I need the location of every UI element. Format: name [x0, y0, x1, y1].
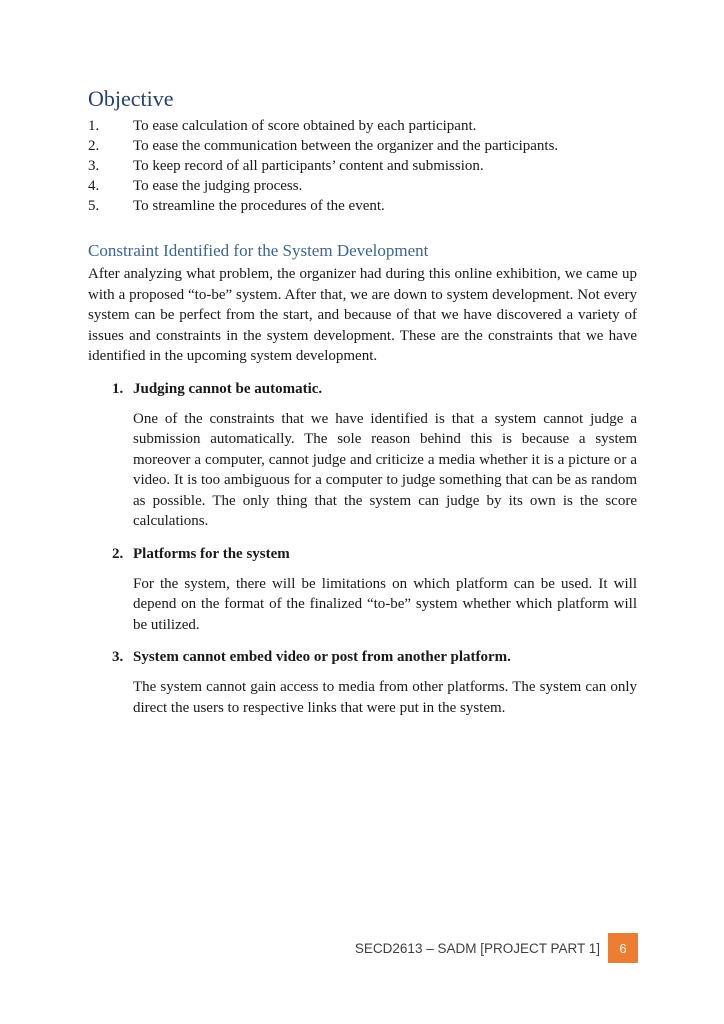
constraint-number: 3.	[112, 649, 124, 665]
page-number-badge: 6	[608, 933, 638, 963]
list-item	[88, 176, 637, 196]
constraint-title-text: System cannot embed video or post from another platform.	[133, 649, 511, 665]
constraint-number: 1.	[112, 380, 124, 397]
list-item-text: To keep record of all participants’ content and submission.	[133, 158, 484, 174]
list-item-number: 2.	[88, 138, 100, 154]
list-item-text: To ease the judging process.	[133, 178, 303, 194]
constraint-body: The system cannot gain access to media from other platforms. The system can only direct the users to respective links that were put in the system.	[133, 679, 637, 716]
list-item-number: 1.	[88, 118, 100, 134]
constraint-title	[88, 381, 637, 397]
constraint-number: 2.	[112, 545, 124, 562]
list-item	[88, 136, 637, 156]
constraint-item	[88, 381, 637, 532]
list-item-text: To ease calculation of score obtained by each participant.	[133, 118, 477, 134]
footer-text: SECD2613 – SADM [PROJECT PART 1]	[354, 940, 600, 956]
list-item-text: To streamline the procedures of the event.	[133, 198, 385, 214]
list-item-number: 3.	[88, 158, 100, 174]
list-item-number: 4.	[88, 178, 100, 194]
list-item	[88, 116, 637, 136]
constraint-title-text: Platforms for the system	[133, 545, 290, 562]
page-footer	[355, 933, 638, 963]
list-item	[88, 156, 637, 176]
list-item-number: 5.	[88, 198, 100, 214]
list-item-text: To ease the communication between the organizer and the participants.	[133, 138, 559, 154]
section-heading: Constraint Identified for the System Development	[88, 241, 429, 260]
constraint-title-text: Judging cannot be automatic.	[133, 380, 323, 397]
constraint-title	[88, 649, 637, 665]
constraint-body: One of the constraints that we have identified is that a system cannot judge a submission automatically. The sole reason behind this is because a system moreover a computer, cannot judge and criticize a media whether it is a picture or a video. It is too ambiguous for a computer to judge something that can be as random as possible. The only thing that the system can judge by its own is the score calculations.	[133, 410, 637, 529]
list-item	[88, 196, 637, 216]
page-content	[88, 86, 637, 732]
section-intro-paragraph: After analyzing what problem, the organizer had during this online exhibition, we came up with a proposed “to-be” system. After that, we are down to system development. Not every system can be perfect from the start, and because of that we have discovered a variety of issues and constraints in the system development. These are the constraints that we have identified in the upcoming system development.	[88, 266, 637, 364]
constraint-body: For the system, there will be limitations on which platform can be used. It will depend on the format of the finalized “to-be” system whether which platform will be utilized.	[133, 575, 637, 633]
page-title: Objective	[88, 86, 174, 111]
objective-list	[88, 116, 637, 216]
constraint-item	[88, 546, 637, 636]
constraint-item	[88, 649, 637, 718]
constraint-title	[88, 546, 637, 562]
